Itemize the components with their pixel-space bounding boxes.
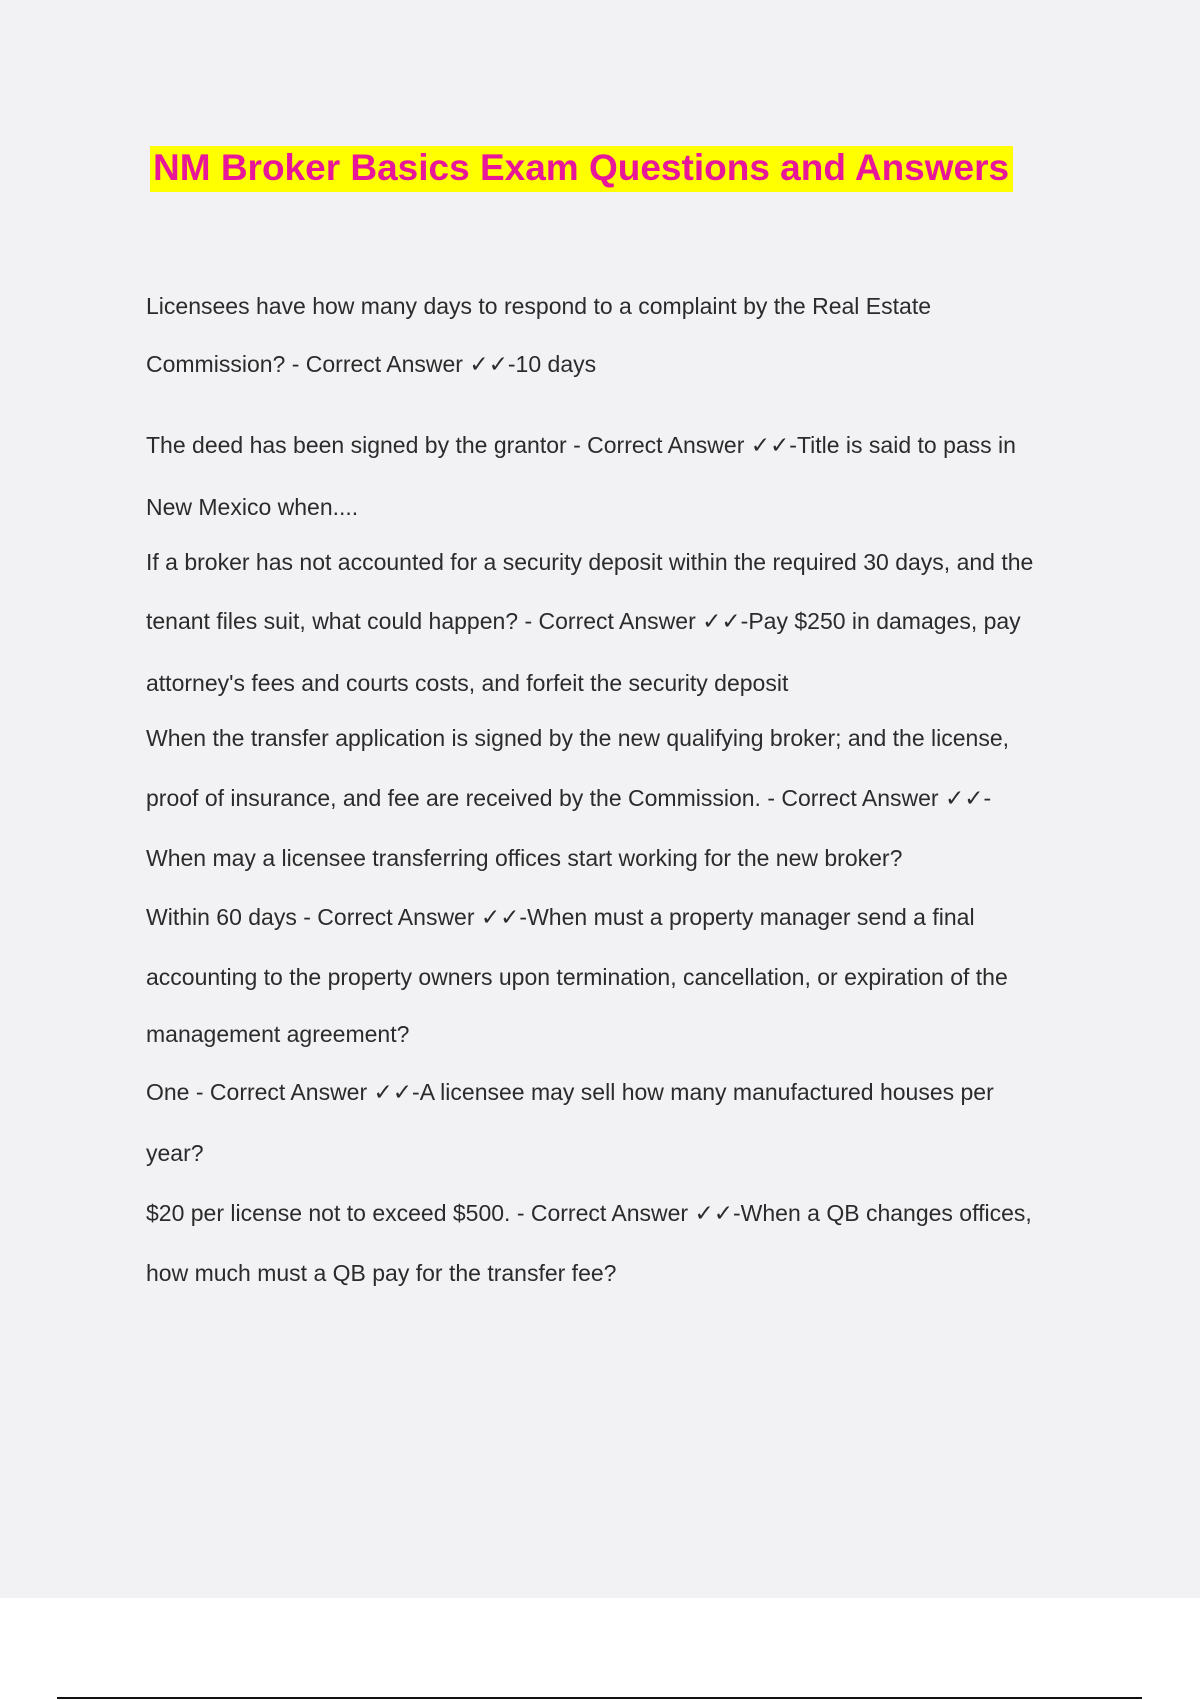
- text-line: year?: [146, 1140, 204, 1166]
- text-line: If a broker has not accounted for a security deposit within the required 30 days, and the: [146, 549, 1034, 575]
- text-line: New Mexico when....: [146, 494, 359, 520]
- text-line: accounting to the property owners upon termination, cancellation, or expiration of the: [146, 964, 1008, 990]
- text-line: management agreement?: [146, 1021, 410, 1047]
- text-line: $20 per license not to exceed $500. - Correct Answer ✓✓-When a QB changes offices,: [146, 1200, 1032, 1226]
- text-line: When the transfer application is signed by the new qualifying broker; and the license,: [146, 725, 1010, 751]
- text-line: Licensees have how many days to respond to a complaint by the Real Estate: [146, 293, 932, 319]
- text-line: tenant files suit, what could happen? - Correct Answer ✓✓-Pay $250 in damages, pay: [146, 608, 1021, 634]
- text-line: When may a licensee transferring offices start working for the new broker?: [146, 845, 903, 871]
- text-line: Within 60 days - Correct Answer ✓✓-When must a property manager send a final: [146, 904, 975, 930]
- text-line: Commission? - Correct Answer ✓✓-10 days: [146, 351, 597, 377]
- text-line: how much must a QB pay for the transfer fee?: [146, 1260, 617, 1286]
- text-line: The deed has been signed by the grantor - Correct Answer ✓✓-Title is said to pass in: [146, 432, 1016, 458]
- text-line: proof of insurance, and fee are received by the Commission. - Correct Answer ✓✓-: [146, 785, 992, 811]
- footer-rule: [57, 1697, 1142, 1699]
- text-line: One - Correct Answer ✓✓-A licensee may sell how many manufactured houses per: [146, 1079, 994, 1105]
- text-line: attorney's fees and courts costs, and forfeit the security deposit: [146, 670, 789, 696]
- document-title: NM Broker Basics Exam Questions and Answers: [150, 146, 1013, 192]
